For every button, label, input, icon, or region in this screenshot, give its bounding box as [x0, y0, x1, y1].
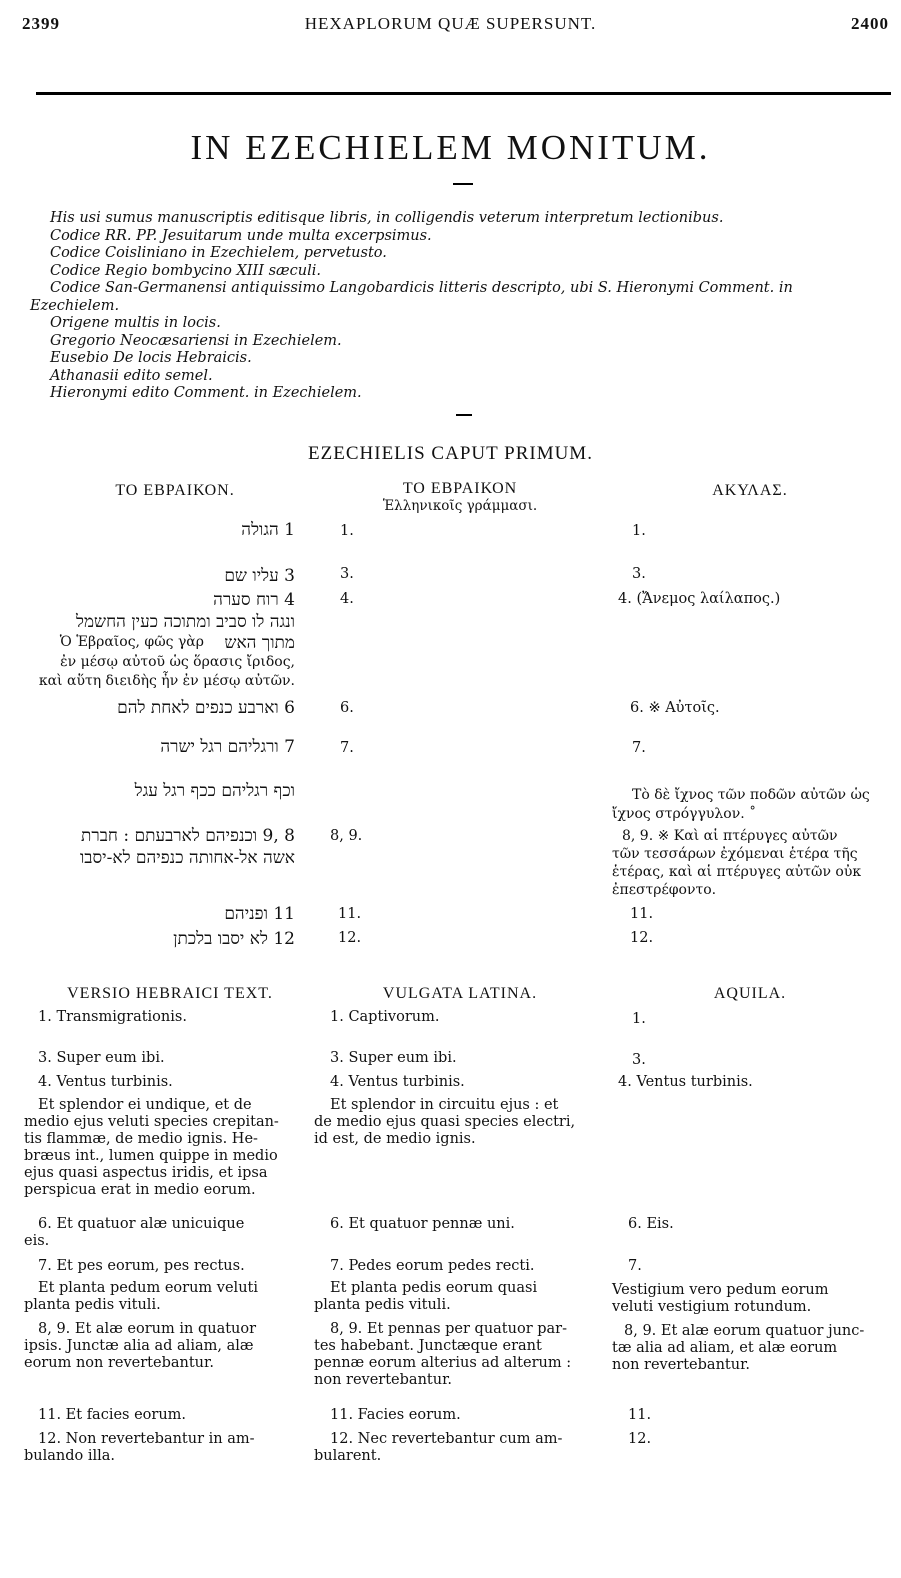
versio-line: ejus quasi aspectus iridis, et ipsa: [24, 1165, 268, 1181]
vulgata-line: 11. Facies eorum.: [330, 1407, 461, 1423]
aquila-line: 6. ※ Αὐτοῖς.: [630, 700, 720, 716]
hebrew-line: אשה אל-אחותה כנפיהם לא-יסבו: [79, 848, 295, 868]
verse-number: 12.: [338, 930, 362, 946]
running-title: HEXAPLORUM QUÆ SUPERSUNT.: [304, 14, 597, 33]
hebrew-line: 7 ורגליהם רגל ישרה: [160, 737, 295, 757]
chapter-heading: EZECHIELIS CAPUT PRIMUM.: [308, 443, 593, 464]
vulgata-line: 7. Pedes eorum pedes recti.: [330, 1258, 535, 1274]
hebrew-line: 11 ופניהם: [224, 904, 295, 924]
aquila-line: 4. (Ἄνεμος λαίλαπος.): [618, 591, 781, 607]
verse-number: 1.: [340, 523, 354, 539]
versio-line: ipsis. Junctæ alia ad aliam, alæ: [24, 1338, 254, 1354]
aquila-latin-line: 4. Ventus turbinis.: [618, 1074, 753, 1090]
aquila-latin-line: 12.: [628, 1431, 652, 1447]
page-number-right: 2400: [851, 14, 889, 33]
verse-number: 7.: [340, 740, 354, 756]
versio-line: bulando illa.: [24, 1448, 116, 1464]
transliteration-subheading: Ἑλληνικοῖς γράμμασι.: [382, 498, 538, 514]
versio-line: bræus int., lumen quippe in medio: [24, 1148, 278, 1164]
verse-number: 3.: [340, 566, 354, 582]
monitum-list: [30, 210, 890, 403]
hebrew-line: ונגה לו סביב ומתוכה כעין החשמל: [76, 612, 295, 632]
versio-line: medio ejus veluti species crepitan-: [24, 1114, 279, 1130]
hebrew-line: וכף רגליהם ככף רגל עגל: [134, 781, 295, 801]
aquila-latin-line: non revertebantur.: [612, 1357, 751, 1373]
versio-line: 12. Non revertebantur in am-: [38, 1431, 255, 1447]
versio-line: planta pedis vituli.: [24, 1297, 161, 1313]
vulgata-line: pennæ eorum alterius ad alterum :: [314, 1355, 572, 1371]
versio-line: Et splendor ei undique, et de: [38, 1097, 252, 1113]
monitum-line: Codice Regio bombycino XIII sæculi.: [50, 262, 322, 279]
aquila-line: 11.: [630, 906, 654, 922]
aquila-line: ἴχνος στρόγγυλον. ˚: [612, 806, 757, 822]
aquila-latin-column-heading: AQUILA.: [713, 985, 787, 1002]
hebrew-line: 6 וארבע כנפים לאחת להם: [117, 698, 295, 718]
versio-line: 11. Et facies eorum.: [38, 1407, 187, 1423]
section-dash: [456, 414, 472, 416]
vulgata-line: 12. Nec revertebantur cum am-: [330, 1431, 563, 1447]
vulgata-line: Et planta pedis eorum quasi: [330, 1280, 538, 1296]
hebrew-line: 1 הגולה: [241, 520, 295, 540]
vulgata-line: Et splendor in circuitu ejus : et: [330, 1097, 559, 1113]
aquila-line: 1.: [632, 523, 646, 539]
verse-number: 6.: [340, 700, 354, 716]
aquila-line: τῶν τεσσάρων ἐχόμεναι ἑτέρα τῆς: [612, 846, 858, 862]
aquila-latin-line: 1.: [632, 1011, 646, 1027]
vulgata-line: bularent.: [314, 1448, 382, 1464]
aquila-latin-line: tæ alia ad aliam, et alæ eorum: [612, 1340, 838, 1356]
hebrew-line: 4 רוח סערה: [213, 590, 295, 610]
vulgata-line: non revertebantur.: [314, 1372, 453, 1388]
versio-line: eorum non revertebantur.: [24, 1355, 214, 1371]
aquila-line: Τὸ δὲ ἴχνος τῶν ποδῶν αὐτῶν ὡς: [632, 787, 870, 803]
aquila-latin-line: Vestigium vero pedum eorum: [612, 1282, 829, 1298]
vulgata-line: 1. Captivorum.: [330, 1009, 440, 1025]
greek-note-line: Ὁ Ἑβραῖος, φῶς γὰρ: [59, 634, 204, 650]
aquila-line: 3.: [632, 566, 646, 582]
aquila-line: 12.: [630, 930, 654, 946]
monitum-line: Hieronymi edito Comment. in Ezechielem.: [50, 385, 362, 401]
vulgata-line: de medio ejus quasi species electri,: [314, 1114, 576, 1130]
vulgata-line: 8, 9. Et pennas per quatuor par-: [330, 1321, 568, 1337]
vulgata-line: id est, de medio ignis.: [314, 1131, 476, 1147]
versio-line: 6. Et quatuor alæ unicuique: [38, 1216, 245, 1232]
versio-line: tis flammæ, de medio ignis. He-: [24, 1131, 258, 1147]
vulgata-line: 6. Et quatuor pennæ uni.: [330, 1216, 515, 1232]
monitum-line: Codice Coisliniano in Ezechielem, pervetusto.: [50, 245, 387, 261]
hebrew-line: מתוך האש: [224, 633, 295, 653]
aquila-line: ἑτέρας, καὶ αἱ πτέρυγες αὐτῶν οὐκ: [612, 864, 862, 880]
versio-line: 3. Super eum ibi.: [38, 1050, 165, 1066]
versio-line: perspicua erat in medio eorum.: [24, 1182, 256, 1198]
monitum-line: Athanasii edito semel.: [50, 367, 213, 384]
verse-number: 4.: [340, 591, 354, 607]
hebrew-line: 12 לא יסבו בלכתן: [173, 929, 295, 949]
aquila-line: 8, 9. ※ Καὶ αἱ πτέρυγες αὐτῶν: [622, 828, 838, 844]
aquila-latin-line: veluti vestigium rotundum.: [612, 1299, 812, 1315]
vulgata-line: planta pedis vituli.: [314, 1297, 451, 1313]
vulgata-line: tes habebant. Junctæque erant: [314, 1338, 542, 1354]
versio-line: 1. Transmigrationis.: [38, 1009, 187, 1025]
vulgata-line: 3. Super eum ibi.: [330, 1050, 457, 1066]
verse-number: 11.: [338, 906, 362, 922]
monitum-line: Codice RR. PP. Jesuitarum unde multa excerpsimus.: [50, 227, 432, 244]
aquila-latin-line: 3.: [632, 1052, 646, 1068]
versio-line: eis.: [24, 1233, 50, 1249]
verse-number: 8, 9.: [330, 828, 363, 844]
monitum-line: Ezechielem.: [30, 297, 120, 314]
versio-line: Et planta pedum eorum veluti: [38, 1280, 258, 1296]
page-title: IN EZECHIELEM MONITUM.: [190, 128, 711, 167]
versio-line: 4. Ventus turbinis.: [38, 1074, 173, 1090]
vulgata-line: 4. Ventus turbinis.: [330, 1074, 465, 1090]
versio-line: 7. Et pes eorum, pes rectus.: [38, 1258, 245, 1274]
vulgata-column-heading: VULGATA LATINA.: [382, 985, 538, 1002]
aquila-latin-line: 6. Eis.: [628, 1216, 674, 1232]
header-rule: [36, 92, 891, 95]
greek-note-line: καὶ αὕτη διειδὴς ἦν ἐν μέσῳ αὐτῶν.: [38, 673, 295, 689]
monitum-line: Eusebio De locis Hebraicis.: [50, 350, 252, 366]
versio-line: 8, 9. Et alæ eorum in quatuor: [38, 1321, 257, 1337]
monitum-line: Gregorio Neocæsariensi in Ezechielem.: [50, 332, 342, 349]
monitum-line: Origene multis in locis.: [50, 315, 221, 331]
monitum-line: Codice San-Germanensi antiquissimo Langobardicis litteris descripto, ubi S. Hieronymi Comment. in: [50, 280, 793, 296]
aquila-line: ἐπεστρέφοντο.: [612, 882, 717, 898]
aquila-greek-column-heading: ΑΚΥΛΑΣ.: [712, 482, 788, 499]
monitum-line: His usi sumus manuscriptis editisque libris, in colligendis veterum interpretum lectionibus.: [50, 210, 724, 226]
hebrew-line: 8 ,9 וכנפיהם לארבעתם : חברת: [80, 826, 295, 846]
aquila-latin-line: 7.: [628, 1258, 642, 1274]
title-dash: [453, 183, 473, 185]
hebrew-column-heading: ΤΟ ΕΒΡΑΙΚΟΝ.: [115, 482, 235, 499]
page-number-left: 2399: [22, 14, 60, 33]
transliteration-column-heading: ΤΟ ΕΒΡΑΙΚΟΝ: [402, 480, 518, 497]
versio-column-heading: VERSIO HEBRAICI TEXT.: [67, 985, 273, 1002]
aquila-latin-line: 11.: [628, 1407, 652, 1423]
aquila-latin-line: 8, 9. Et alæ eorum quatuor junc-: [624, 1323, 865, 1339]
greek-note-line: ἐν μέσῳ αὐτοῦ ὡς ὅρασις ἴριδος,: [60, 654, 295, 670]
aquila-line: 7.: [632, 740, 646, 756]
hebrew-line: 3 עליו שם: [224, 566, 295, 586]
